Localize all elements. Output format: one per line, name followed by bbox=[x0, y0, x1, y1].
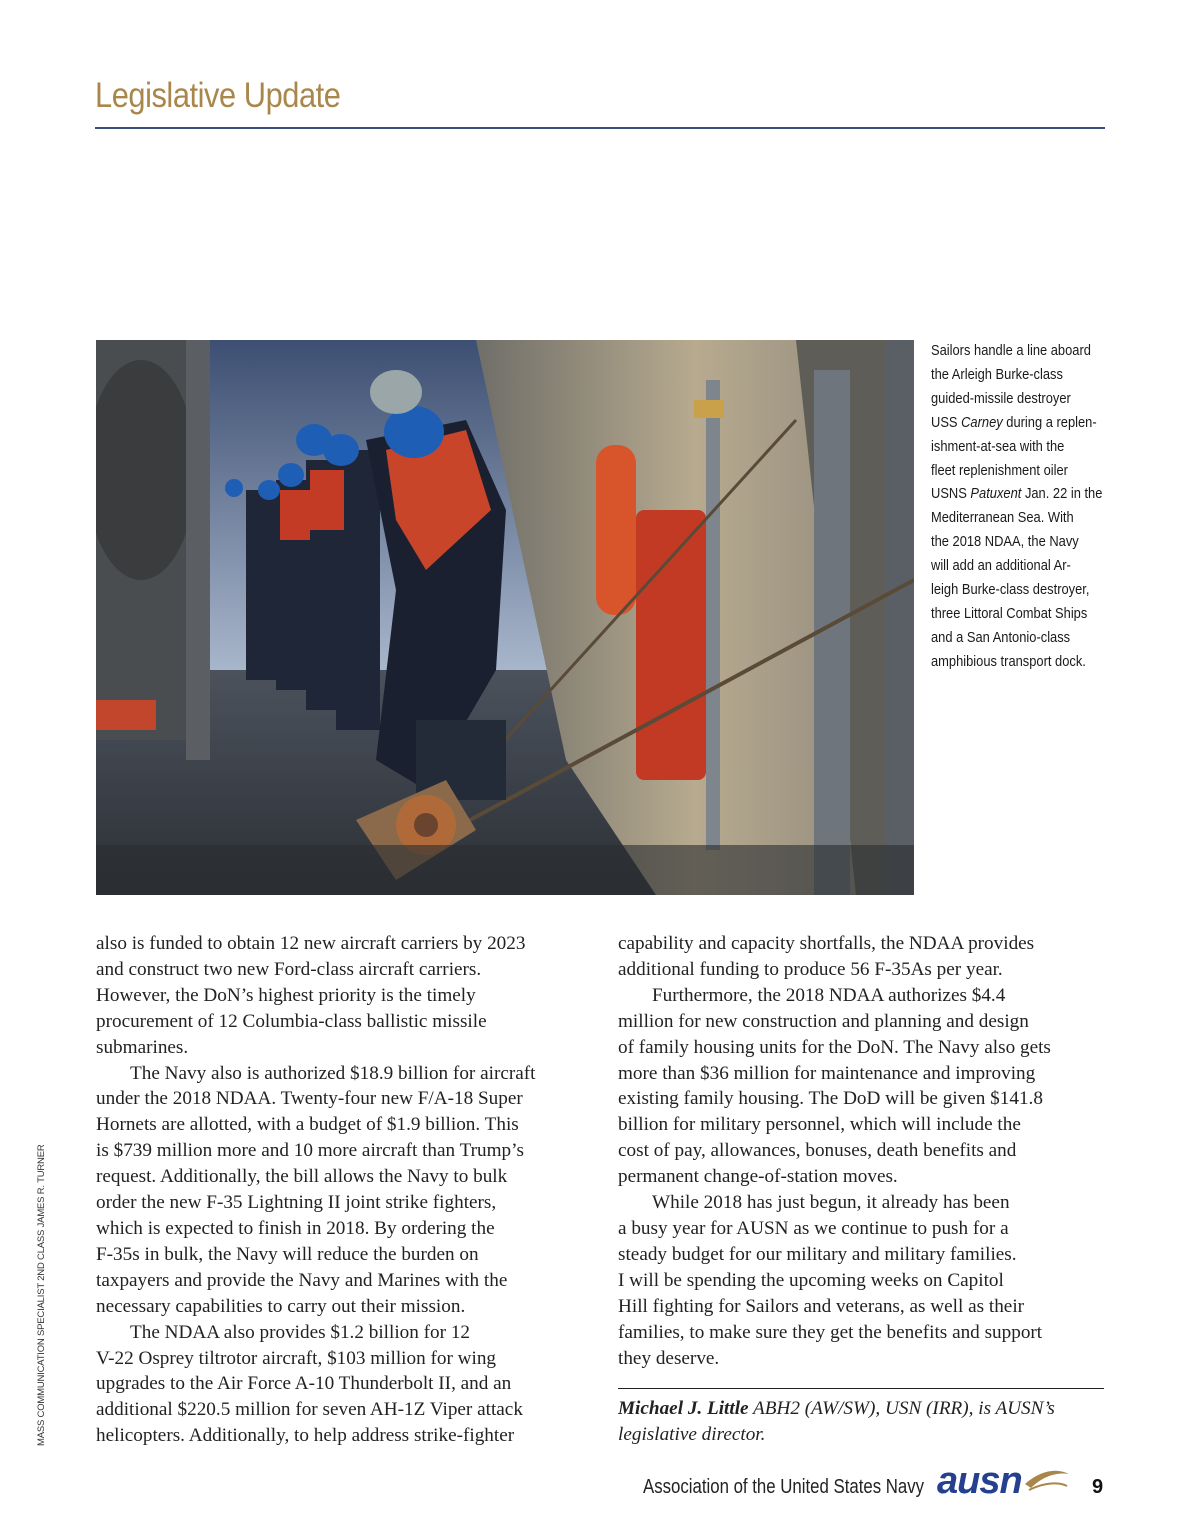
body-text-line: necessary capabilities to carry out their mission. bbox=[96, 1295, 466, 1317]
body-text-line: helicopters. Additionally, to help address strike-fighter bbox=[96, 1425, 515, 1447]
body-text-line: also is funded to obtain 12 new aircraft carriers by 2023 bbox=[96, 933, 526, 954]
body-text-line: which is expected to finish in 2018. By ordering the bbox=[96, 1217, 495, 1239]
caption-line bbox=[931, 506, 1086, 530]
body-text-line: upgrades to the Air Force A-10 Thunderbolt II, and an bbox=[96, 1373, 512, 1395]
author-title: ABH2 (AW/SW), USN (IRR), is AUSN’s bbox=[748, 1398, 1055, 1419]
caption-text: and a San Antonio-class bbox=[931, 628, 1071, 646]
caption-line bbox=[931, 482, 1103, 506]
caption-text: guided-missile destroyer bbox=[931, 389, 1071, 407]
body-text-line: families, to make sure they get the benefits and support bbox=[618, 1321, 1043, 1343]
photo-sailors-handling-line bbox=[96, 340, 914, 895]
page-title: Legislative Update bbox=[95, 76, 341, 115]
caption-text: will add an additional Ar- bbox=[931, 557, 1071, 575]
body-text-line: submarines. bbox=[96, 1036, 189, 1058]
body-text-line: order the new F-35 Lightning II joint strike fighters, bbox=[96, 1192, 497, 1214]
caption-text: USNS bbox=[931, 485, 971, 503]
body-text-line: million for new construction and planning and design bbox=[618, 1010, 1029, 1032]
photo-credit: MASS COMMUNICATION SPECIALIST 2ND CLASS JAMES R. TURNER bbox=[36, 1144, 47, 1446]
body-text-line: of family housing units for the DoN. The Navy also gets bbox=[618, 1036, 1051, 1058]
caption-ship-name: Carney bbox=[961, 413, 1003, 431]
caption-text: the 2018 NDAA, the Navy bbox=[931, 533, 1079, 551]
caption-line bbox=[931, 411, 1097, 435]
header-divider bbox=[95, 127, 1105, 129]
body-text-line: However, the DoN’s highest priority is the timely bbox=[96, 984, 476, 1006]
body-column-left bbox=[96, 931, 596, 1449]
caption-text: Mediterranean Sea. With bbox=[931, 509, 1074, 527]
bio-line-1 bbox=[618, 1396, 1108, 1422]
ausn-logo bbox=[933, 1460, 1073, 1506]
bio-line-2: legislative director. bbox=[618, 1424, 766, 1445]
caption-text: amphibious transport dock. bbox=[931, 652, 1086, 670]
body-text-line: Hornets are allotted, with a budget of $1.9 billion. This bbox=[96, 1114, 519, 1136]
body-text-line: capability and capacity shortfalls, the NDAA provides bbox=[618, 933, 1035, 954]
caption-text: fleet replenishment oiler bbox=[931, 461, 1068, 479]
body-text-line: existing family housing. The DoD will be given $141.8 bbox=[618, 1088, 1043, 1110]
body-text-line: procurement of 12 Columbia-class ballistic missile bbox=[96, 1010, 487, 1032]
photo-illustration bbox=[96, 340, 914, 895]
body-text-line: under the 2018 NDAA. Twenty-four new F/A-18 Super bbox=[96, 1088, 523, 1110]
caption-line bbox=[931, 339, 1091, 363]
body-text-line: I will be spending the upcoming weeks on Capitol bbox=[618, 1269, 1004, 1291]
caption-text: during a replen- bbox=[1002, 413, 1097, 431]
body-text-line: F-35s in bulk, the Navy will reduce the burden on bbox=[96, 1243, 479, 1265]
body-text-line: additional $220.5 million for seven AH-1Z Viper attack bbox=[96, 1399, 523, 1421]
caption-text: USS bbox=[931, 413, 962, 431]
body-text-line: billion for military personnel, which will include the bbox=[618, 1114, 1021, 1136]
logo-swoosh-icon bbox=[933, 1460, 1073, 1506]
body-text-line: The NDAA also provides $1.2 billion for 12 bbox=[130, 1321, 471, 1343]
body-text-line: is $739 million more and 10 more aircraft than Trump’s bbox=[96, 1140, 524, 1162]
body-text-line: a busy year for AUSN as we continue to push for a bbox=[618, 1217, 1009, 1239]
bio-divider bbox=[618, 1388, 1104, 1389]
caption-line bbox=[931, 387, 1086, 411]
body-text-line: taxpayers and provide the Navy and Marines with the bbox=[96, 1269, 508, 1291]
body-text-line: Hill fighting for Sailors and veterans, as well as their bbox=[618, 1295, 1025, 1317]
author-bio bbox=[618, 1396, 1108, 1448]
body-text-line: request. Additionally, the bill allows the Navy to bulk bbox=[96, 1166, 508, 1188]
body-text-line: and construct two new Ford-class aircraft carriers. bbox=[96, 958, 482, 980]
caption-line bbox=[931, 435, 1086, 459]
caption-line bbox=[931, 578, 1090, 602]
body-text-line: steady budget for our military and military families. bbox=[618, 1243, 1017, 1265]
caption-ship-name: Patuxent bbox=[970, 485, 1022, 503]
body-text-line: cost of pay, allowances, bonuses, death benefits and bbox=[618, 1140, 1017, 1162]
body-column-right bbox=[618, 931, 1118, 1371]
body-text-line: V-22 Osprey tiltrotor aircraft, $103 million for wing bbox=[96, 1347, 497, 1369]
caption-text: leigh Burke-class destroyer, bbox=[931, 581, 1090, 599]
caption-text: Sailors handle a line aboard bbox=[931, 342, 1091, 359]
caption-line bbox=[931, 554, 1086, 578]
caption-line bbox=[931, 459, 1086, 483]
caption-text: three Littoral Combat Ships bbox=[931, 604, 1088, 622]
caption-line bbox=[931, 363, 1086, 387]
caption-line bbox=[931, 650, 1086, 674]
body-text-line: they deserve. bbox=[618, 1347, 720, 1369]
body-text-line: The Navy also is authorized $18.9 billion for aircraft bbox=[130, 1062, 536, 1084]
body-text-line: additional funding to produce 56 F-35As per year. bbox=[618, 958, 1003, 980]
footer-organization: Association of the United States Navy bbox=[643, 1476, 925, 1498]
author-name: Michael J. Little bbox=[618, 1398, 749, 1419]
body-text-line: Furthermore, the 2018 NDAA authorizes $4.4 bbox=[652, 984, 1006, 1006]
caption-text: Jan. 22 in the bbox=[1021, 485, 1103, 503]
ausn-logo-text: ausn bbox=[937, 1460, 1022, 1502]
caption-line bbox=[931, 602, 1086, 626]
body-text-line: permanent change-of-station moves. bbox=[618, 1166, 898, 1188]
caption-text: the Arleigh Burke-class bbox=[931, 365, 1063, 383]
caption-line bbox=[931, 626, 1086, 650]
caption-line bbox=[931, 530, 1086, 554]
body-text-line: While 2018 has just begun, it already has been bbox=[652, 1192, 1010, 1214]
body-text-line: more than $36 million for maintenance and improving bbox=[618, 1062, 1036, 1084]
caption-text: ishment-at-sea with the bbox=[931, 437, 1065, 455]
photo-caption bbox=[931, 339, 1103, 674]
page-number: 9 bbox=[1092, 1476, 1104, 1498]
